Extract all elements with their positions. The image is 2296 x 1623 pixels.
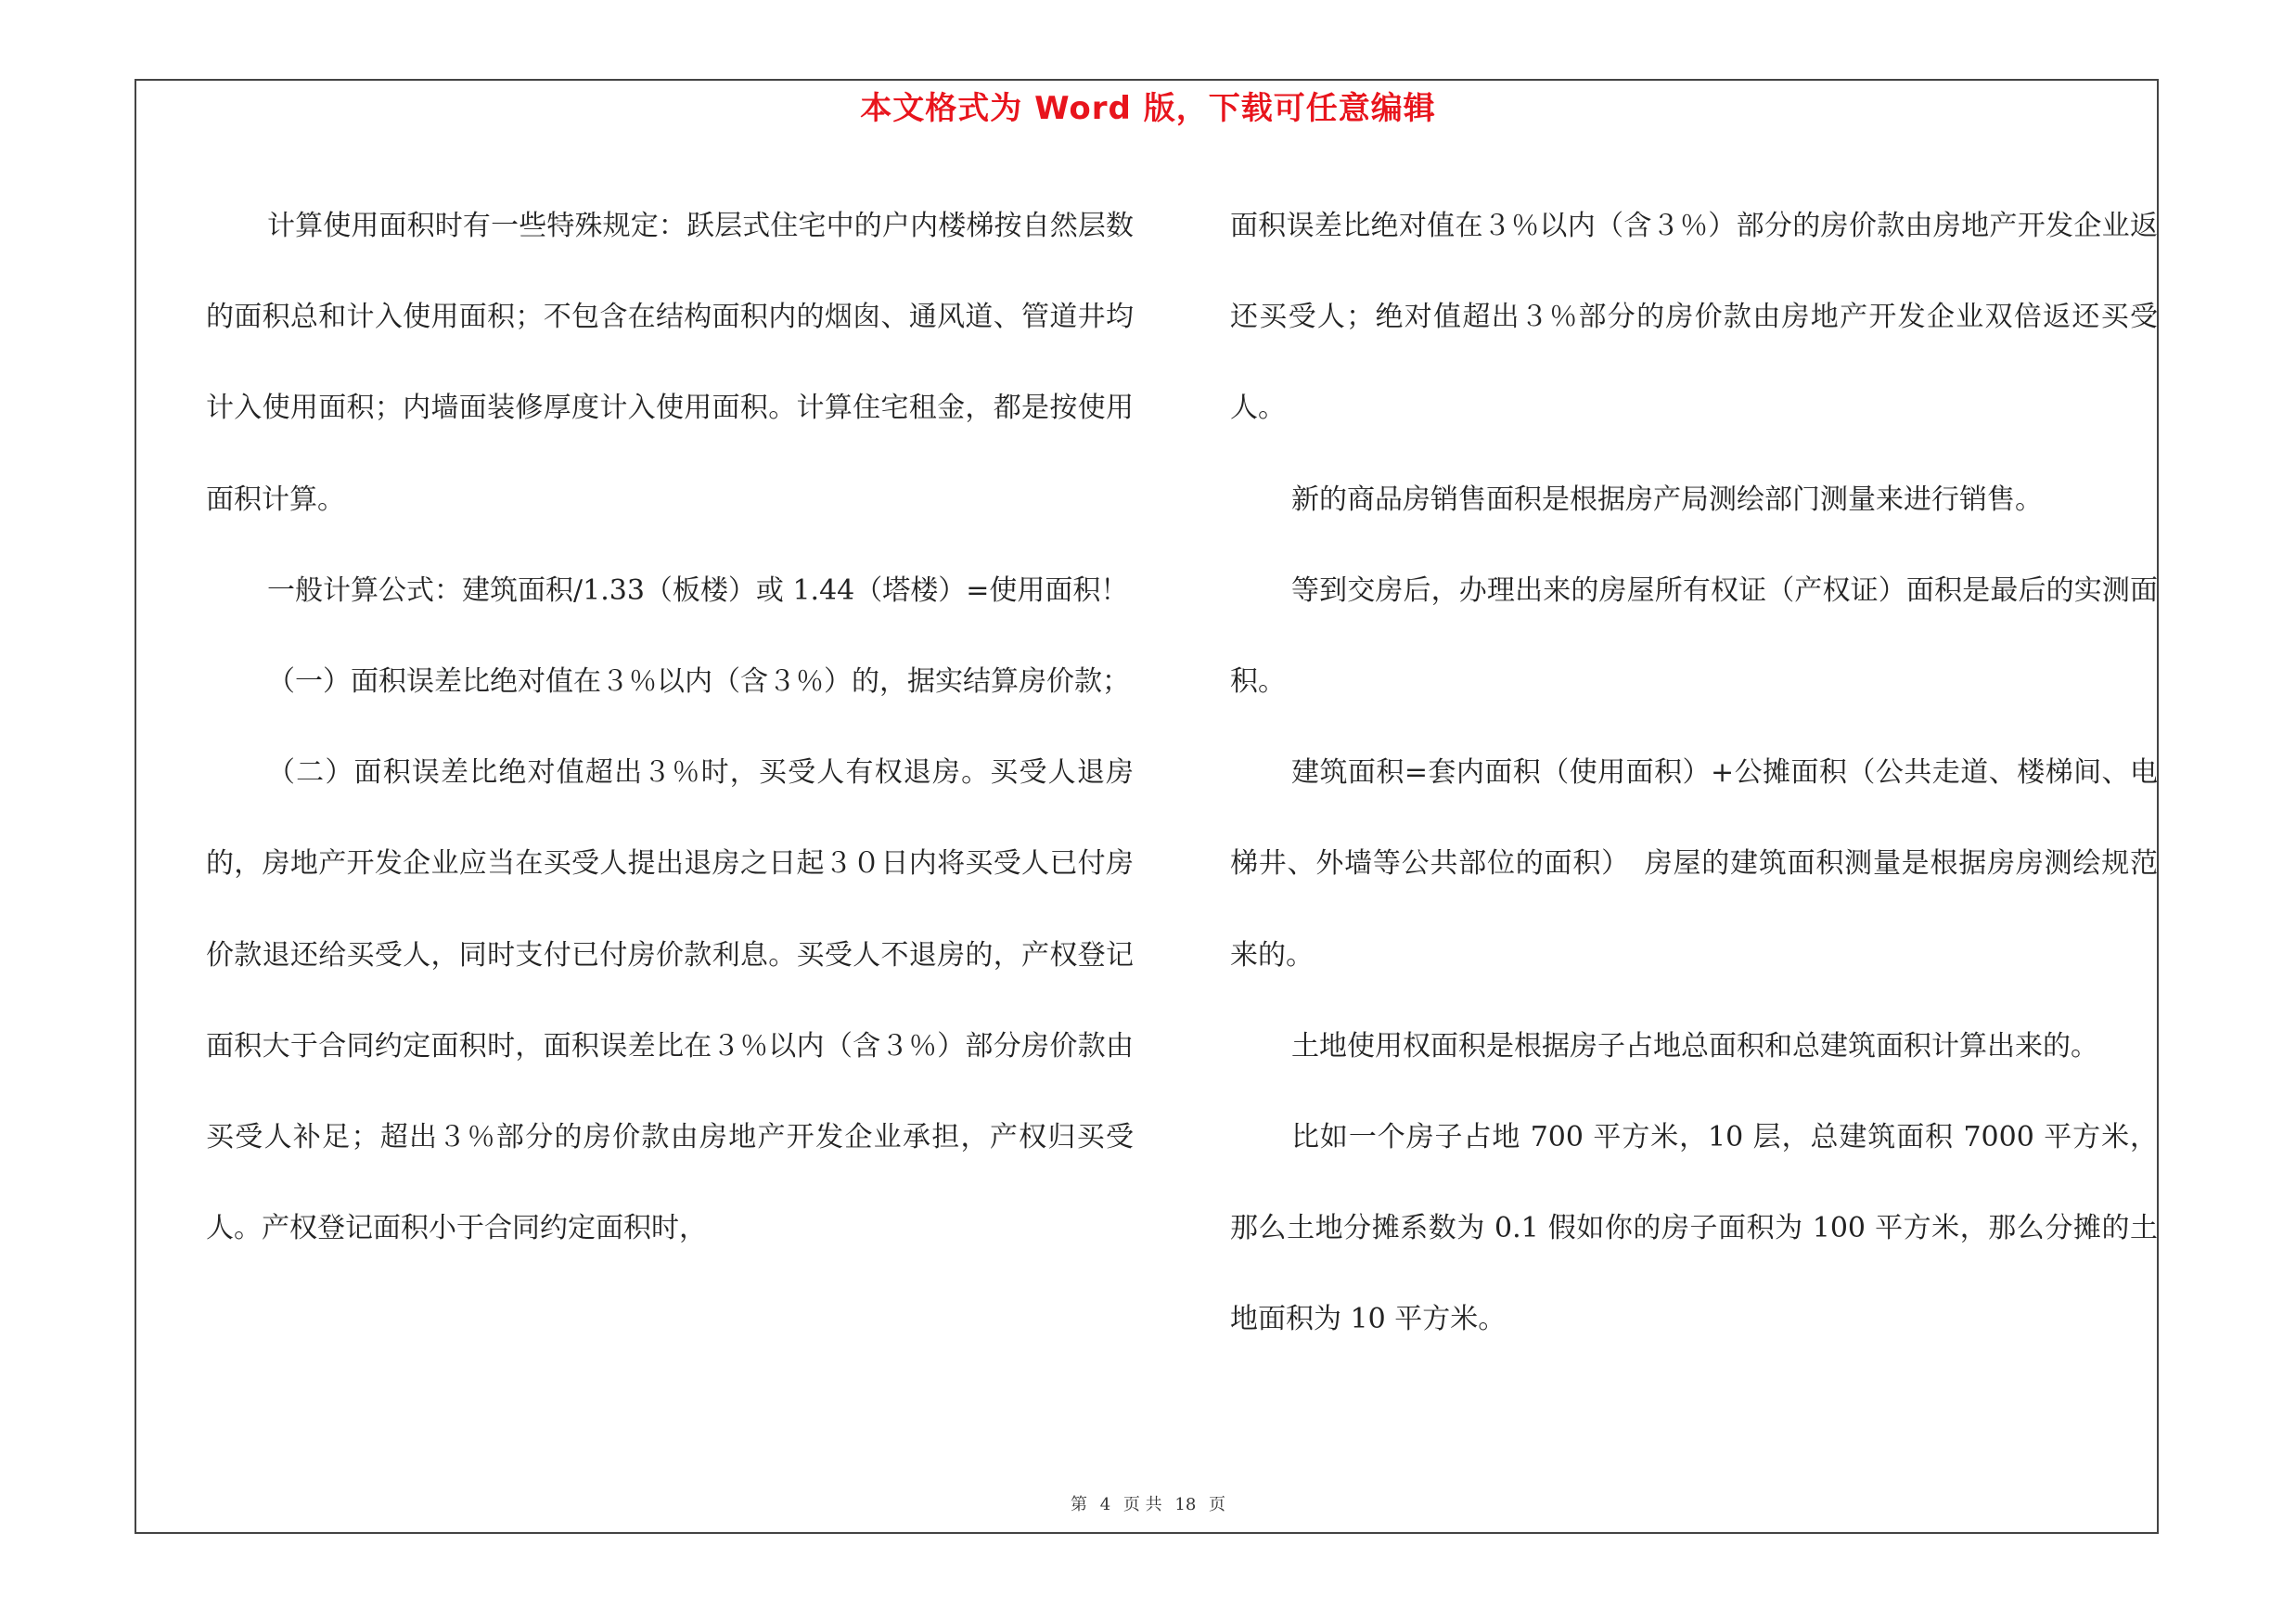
left-column (206, 181, 1134, 1274)
paragraph-left-3: （一）面积误差比绝对值在３％以内（含３％）的，据实结算房价款； (267, 665, 1130, 699)
right-column (1230, 181, 2158, 1366)
paragraph-right-5: 土地使用权面积是根据房子占地总面积和总建筑面积计算出来的。 (1291, 1029, 2098, 1063)
format-banner: 本文格式为 Word 版，下载可任意编辑 (860, 90, 1436, 127)
paragraph-left-4: （二）面积误差比绝对值超出３％时，买受人有权退房。买受人退房的，房地产开发企业应当在买受人提出退房之日起３０日内将买受人已付房价款退还给买受人，同时支付已付房价款利息。买受人不退房的，产权登记面积大于合同约定面积时，面积误差比在３％以内（含３％）部分房价款由买受人补足；超出３％部分的房价款由房地产开发企业承担，产权归买受人。产权登记面积小于合同约定面积时， (206, 756, 1134, 1245)
paragraph-right-3: 等到交房后，办理出来的房屋所有权证（产权证）面积是最后的实测面积。 (1230, 573, 2158, 699)
footer-total-pages: 18 (1174, 1495, 1197, 1514)
footer-prefix: 第 (1070, 1495, 1087, 1514)
paragraph-right-1: 面积误差比绝对值在３％以内（含３％）部分的房价款由房地产开发企业返还买受人；绝对值超出３％部分的房价款由房地产开发企业双倍返还买受人。 (1230, 210, 2158, 425)
paragraph-right-2: 新的商品房销售面积是根据房产局测绘部门测量来进行销售。 (1291, 483, 2043, 516)
footer-middle: 页 共 (1122, 1495, 1162, 1514)
page-footer (0, 1492, 2296, 1518)
paragraph-left-1: 计算使用面积时有一些特殊规定：跃层式住宅中的户内楼梯按自然层数的面积总和计入使用面积；不包含在结构面积内的烟囱、通风道、管道井均计入使用面积；内墙面装修厚度计入使用面积。计算住宅租金，都是按使用面积计算。 (206, 210, 1134, 516)
footer-suffix: 页 (1209, 1495, 1226, 1514)
paragraph-right-6: 比如一个房子占地 700 平方米，10 层，总建筑面积 7000 平方米，那么土地分摊系数为 0.1 假如你的房子面积为 100 平方米，那么分摊的土地面积为 10 平方米。 (1230, 1121, 2158, 1336)
footer-current-page: 4 (1099, 1495, 1111, 1514)
paragraph-right-4: 建筑面积=套内面积（使用面积）+公摊面积（公共走道、楼梯间、电梯井、外墙等公共部位的面积） 房屋的建筑面积测量是根据房房测绘规范来的。 (1230, 756, 2158, 972)
paragraph-left-2: 一般计算公式：建筑面积/1.33（板楼）或 1.44（塔楼）=使用面积！ (267, 573, 1129, 607)
